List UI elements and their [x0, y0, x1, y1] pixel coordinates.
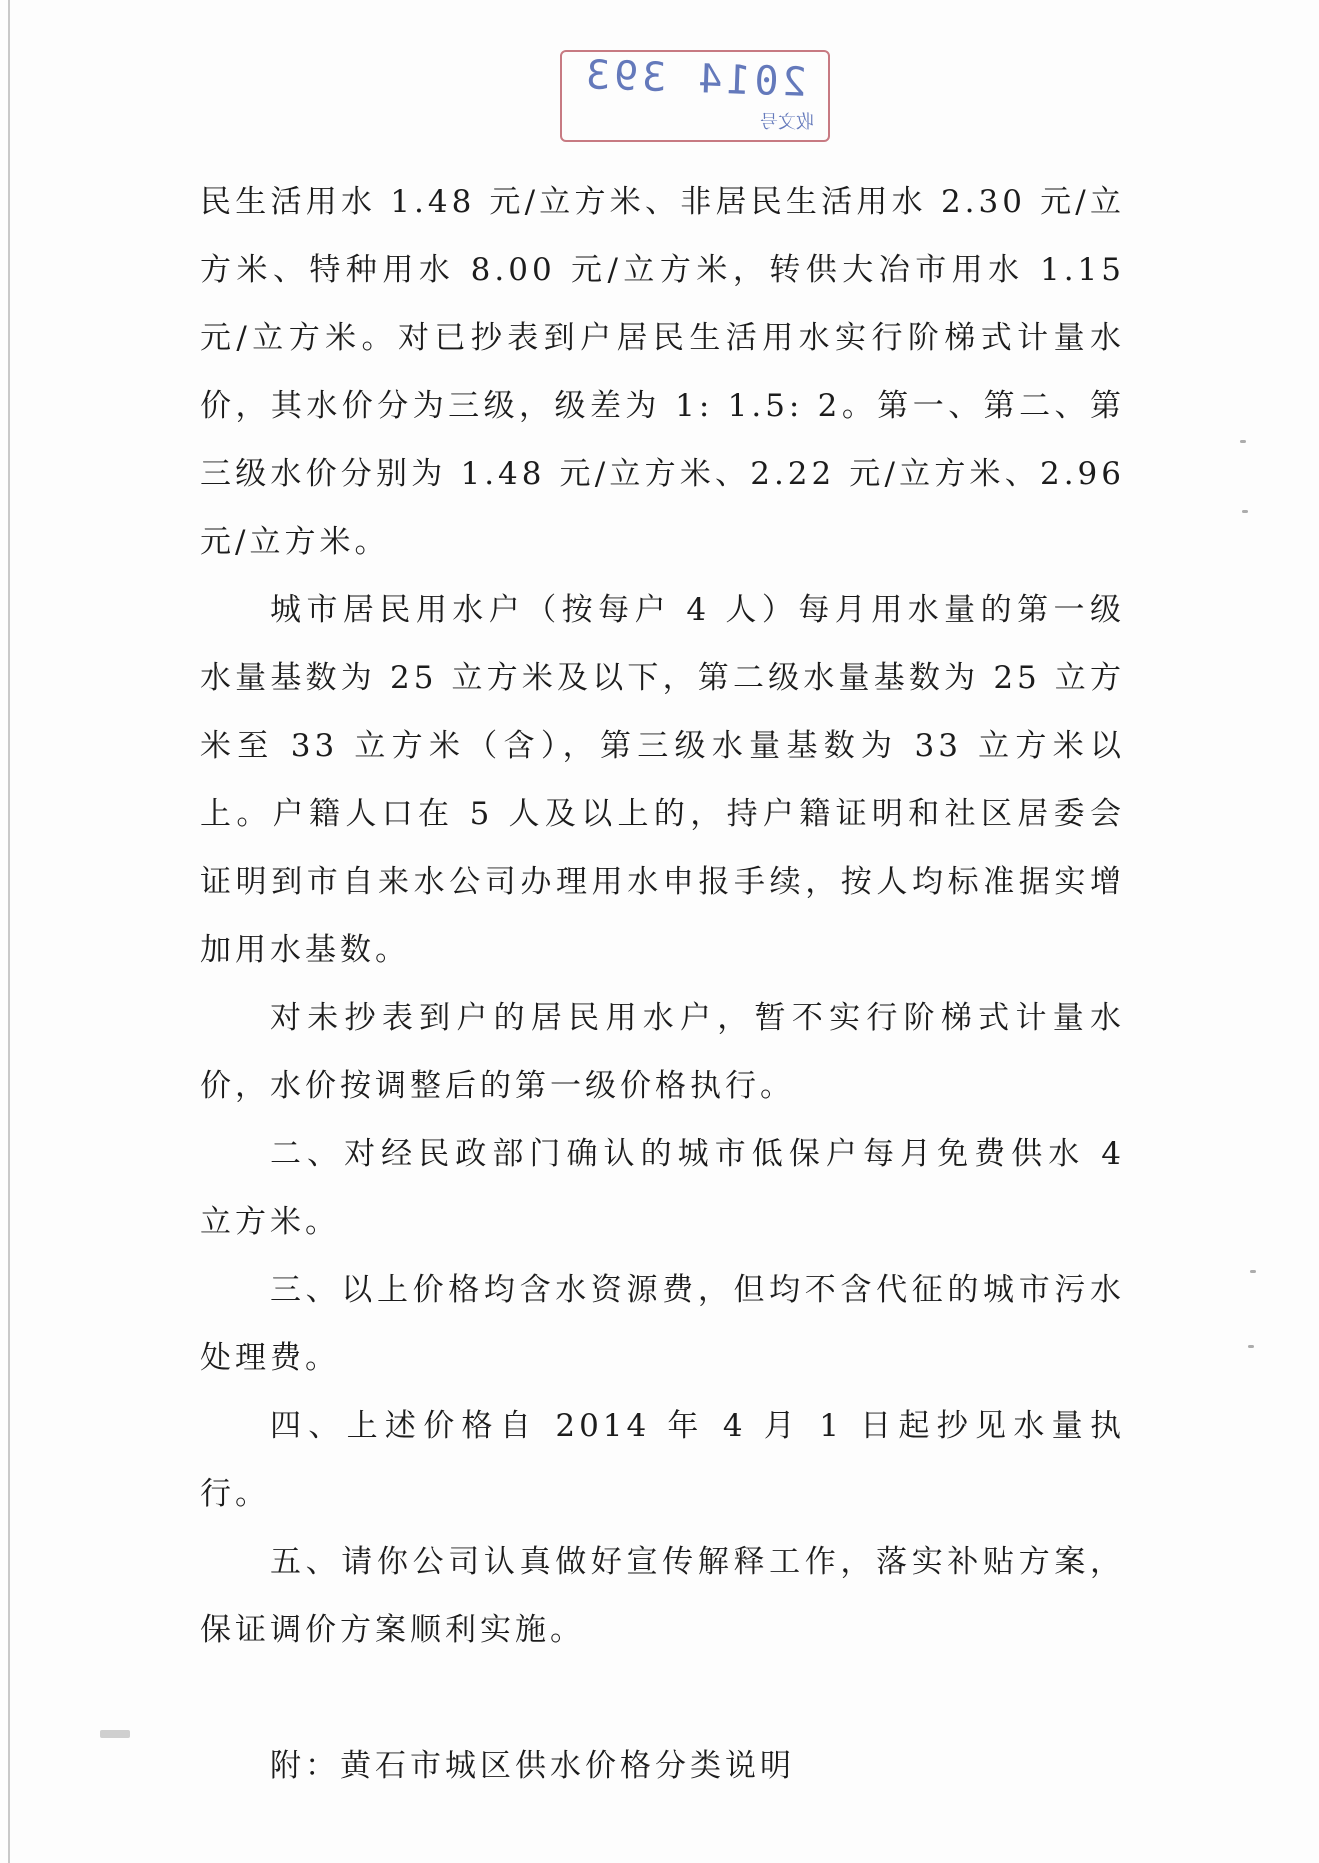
scan-speck	[1240, 440, 1246, 443]
attachment-note: 附：黄石市城区供水价格分类说明	[270, 1748, 795, 1784]
document-body	[200, 168, 1125, 1800]
paragraph-item-three: 三、以上价格均含水资源费，但均不含代征的城市污水处理费。	[200, 1272, 1125, 1376]
blank-line	[200, 1664, 1125, 1732]
received-stamp	[560, 50, 830, 142]
paragraph-water-prices: 民生活用水 1.48 元/立方米、非居民生活用水 2.30 元/立方米、特种用水 8.00 元/立方米，转供大冶市用水 1.15 元/立方米。对已抄表到户居民生活用水实行阶梯式计量水价，其水价分为三级，级差为 1: 1.5: 2。第一、第二、第三级水价分别为 1.48 元/立方米、2.22 元/立方米、2.96 元/立方米。	[200, 184, 1125, 560]
stamp-subtext: 收文号	[760, 112, 814, 133]
paragraph-item-four: 四、上述价格自 2014 年 4 月 1 日起抄见水量执行。	[200, 1408, 1125, 1512]
scan-edge-line	[8, 0, 10, 1863]
scan-speck	[1242, 510, 1248, 513]
stamp-code: 2014 393	[581, 52, 808, 106]
paragraph-unmetered: 对未抄表到户的居民用水户，暂不实行阶梯式计量水价，水价按调整后的第一级价格执行。	[200, 1000, 1125, 1104]
paragraph-item-two: 二、对经民政部门确认的城市低保户每月免费供水 4 立方米。	[200, 1136, 1125, 1240]
scan-speck	[100, 1730, 130, 1738]
scan-speck	[1250, 1270, 1256, 1273]
paragraph-item-five: 五、请你公司认真做好宣传解释工作，落实补贴方案，保证调价方案顺利实施。	[200, 1544, 1125, 1648]
paragraph-tier-volumes: 城市居民用水户（按每户 4 人）每月用水量的第一级水量基数为 25 立方米及以下，第二级水量基数为 25 立方米至 33 立方米（含），第三级水量基数为 33 立方米以上。户籍人口在 5 人及以上的，持户籍证明和社区居委会证明到市自来水公司办理用水申报手续，按人均标准据实增加用水基数。	[200, 592, 1125, 968]
scan-speck	[1248, 1345, 1254, 1348]
